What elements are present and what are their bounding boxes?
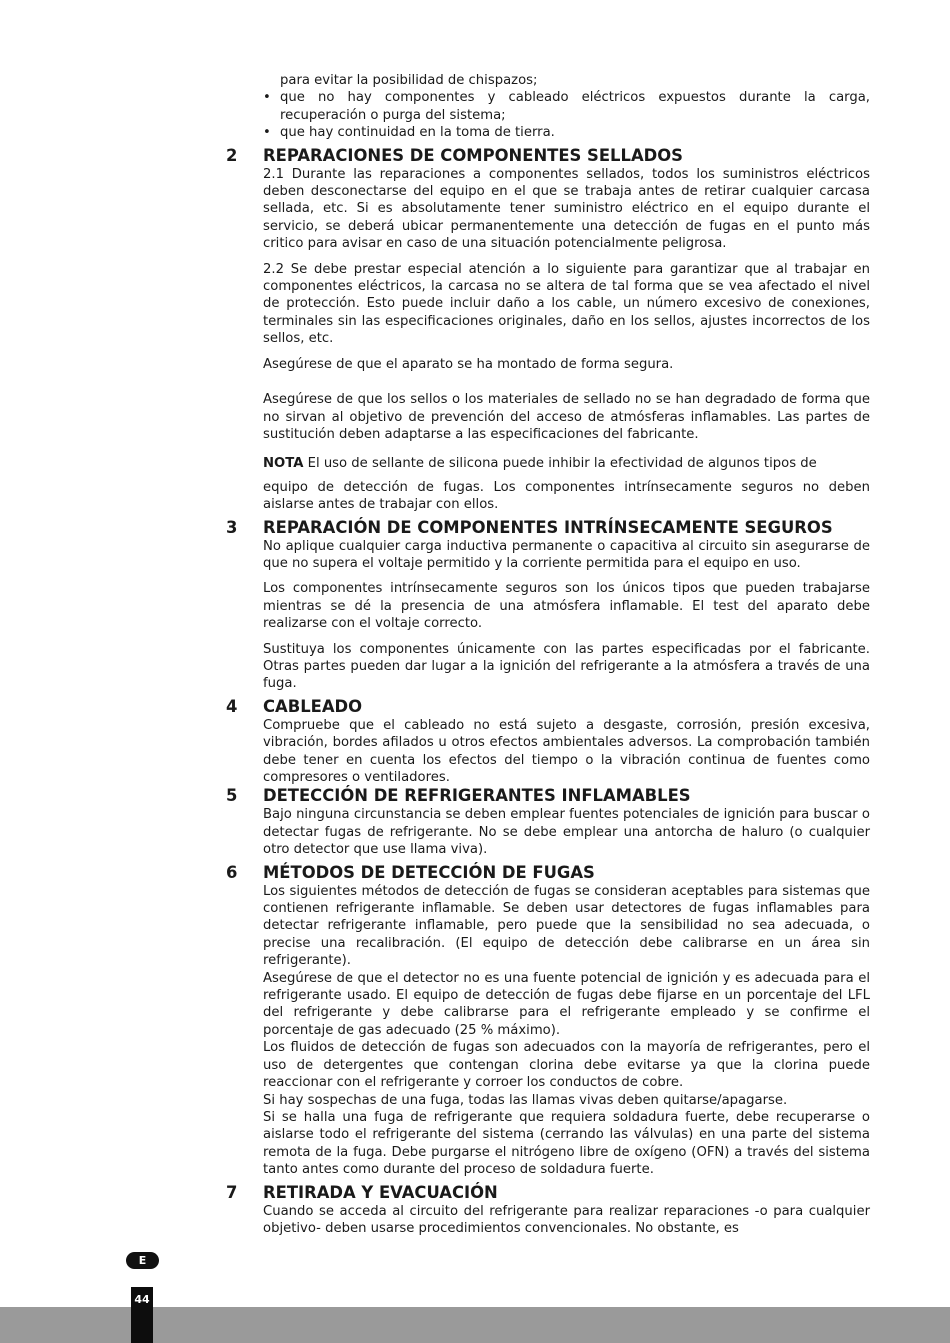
section-6	[226, 863, 870, 1179]
paragraph: Los componentes intrínsecamente seguros son los únicos tipos que pueden trabajarse mientras se dé la presencia de una atmósfera inflamable. El test del aparato debe realizarse con el voltaje correcto.	[263, 581, 870, 632]
bullet-item: • que no hay componentes y cableado eléctricos expuestos durante la carga, recuperación o purga del sistema;	[263, 89, 870, 124]
section-heading	[226, 786, 870, 806]
section-heading	[226, 146, 870, 166]
section-title: MÉTODOS DE DETECCIÓN DE FUGAS	[263, 862, 595, 882]
section-3	[226, 518, 870, 693]
paragraph: Si hay sospechas de una fuga, todas las llamas vivas deben quitarse/apagarse.	[263, 1092, 788, 1108]
section-heading	[226, 1183, 870, 1203]
intro-line: para evitar la posibilidad de chispazos;	[280, 73, 538, 88]
section-number: 7	[226, 1182, 238, 1202]
section-4	[226, 697, 870, 787]
section-number: 6	[226, 862, 238, 882]
paragraph: No aplique cualquier carga inductiva permanente o capacitiva al circuito sin asegurarse de que no supera el voltaje permitido y la corriente permitida para el equipo en uso.	[263, 538, 870, 571]
paragraph: Asegúrese de que el detector no es una fuente potencial de ignición y es adecuada para el refrigerante usado. El equipo de detección de fugas debe fijarse en un porcentaje del LFL del refrigerante y debe calibrarse para el refrigerante empleado y se confirme el porcentaje de gas adecuado (25 % máximo).	[263, 970, 870, 1038]
document-body	[226, 72, 870, 1237]
bullet-item: • que hay continuidad en la toma de tierra.	[263, 124, 870, 141]
paragraph: Bajo ninguna circunstancia se deben emplear fuentes potenciales de ignición para buscar o detectar fugas de refrigerante. No se debe emplear una antorcha de haluro (o cualquier otro detector que use llama viva).	[263, 807, 870, 858]
note-label: NOTA	[263, 456, 304, 472]
section-heading	[226, 697, 870, 717]
section-number: 5	[226, 786, 238, 806]
section-2	[226, 146, 870, 514]
paragraph: Los fluidos de detección de fugas son adecuados con la mayoría de refrigerantes, pero el uso de detergentes que contengan clorina debe evitarse ya que la clorina puede reaccionar con el refrigerante y corroer los conductos de cobre.	[263, 1040, 870, 1091]
paragraph: Cuando se acceda al circuito del refrigerante para realizar reparaciones -o para cualquier objetivo- deben usarse procedimientos convencionales. No obstante, es	[263, 1203, 870, 1236]
section-heading	[226, 863, 870, 883]
paragraph: Asegúrese de que los sellos o los materiales de sellado no se han degradado de forma que no sirvan al objetivo de prevención del acceso de atmósferas inflamables. Las partes de sustitución deben adaptarse a las especificaciones del fabricante.	[263, 392, 870, 442]
language-badge: E	[126, 1252, 159, 1269]
note-paragraph	[263, 455, 870, 472]
section-title: RETIRADA Y EVACUACIÓN	[263, 1182, 498, 1202]
section-7	[226, 1183, 870, 1238]
section-number: 2	[226, 145, 238, 165]
section-number: 3	[226, 517, 238, 537]
section-5	[226, 786, 870, 858]
section-heading	[226, 518, 870, 538]
paragraph: 2.2 Se debe prestar especial atención a lo siguiente para garantizar que al trabajar en componentes eléctricos, la carcasa no se altera de tal forma que se vea afectado el nivel de protección. Esto puede incluir daño a los cable, un número excesivo de conexiones, terminales sin las especificaciones originales, daño en los sellos, ajustes incorrectos de los sellos, etc.	[263, 261, 870, 347]
paragraph: Compruebe que el cableado no está sujeto a desgaste, corrosión, presión excesiva, vibración, bordes afilados u otros efectos ambientales adversos. La comprobación también debe tener en cuenta los efectos del tiempo o la vibración continua de fuentes como compresores o ventiladores.	[263, 717, 870, 785]
section-title: CABLEADO	[263, 696, 363, 716]
paragraph: Asegúrese de que el aparato se ha montado de forma segura.	[263, 356, 674, 372]
note-text: El uso de sellante de silicona puede inhibir la efectividad de algunos tipos de	[303, 456, 817, 472]
paragraph: Los siguientes métodos de detección de fugas se consideran aceptables para sistemas que contienen refrigerante inflamable. Se deben usar detectores de fugas inflamables para detectar refrigerante inflamable, pero puede que la sensibilidad no sea adecuada, o precise una recalibración. (El equipo de detección debe calibrarse en un área sin refrigerante).	[263, 883, 870, 969]
note-continuation: equipo de detección de fugas. Los componentes intrínsecamente seguros no deben aislarse antes de trabajar con ellos.	[263, 479, 870, 513]
paragraph: 2.1 Durante las reparaciones a componentes sellados, todos los suministros eléctricos deben desconectarse del equipo en el que se trabaja antes de retirar cualquier carcasa sellada, etc. Si es absolutamente tener suministro eléctrico en el equipo durante el servicio, se deberá ubicar permanentemente una detección de fugas en el punto más critico para avisar en caso de una situación potencialmente peligrosa.	[263, 166, 870, 252]
paragraph: Sustituya los componentes únicamente con las partes especificadas por el fabricante. Otras partes pueden dar lugar a la ignición del refrigerante a la atmósfera a través de una fuga.	[263, 641, 870, 692]
paragraph: Si se halla una fuga de refrigerante que requiera soldadura fuerte, debe recuperarse o aislarse todo el refrigerante del sistema (cerrando las válvulas) en una parte del sistema remota de la fuga. Debe purgarse el nitrógeno libre de oxígeno (OFN) a través del sistema tanto antes como durante del proceso de soldadura fuerte.	[263, 1109, 870, 1178]
section-title: REPARACIONES DE COMPONENTES SELLADOS	[263, 145, 683, 165]
section-title: DETECCIÓN DE REFRIGERANTES INFLAMABLES	[263, 786, 691, 806]
section-title: REPARACIÓN DE COMPONENTES INTRÍNSECAMENTE SEGUROS	[263, 517, 833, 537]
page-number: 44	[134, 1293, 150, 1306]
section-number: 4	[226, 696, 238, 716]
intro-bullet-list	[263, 89, 870, 141]
